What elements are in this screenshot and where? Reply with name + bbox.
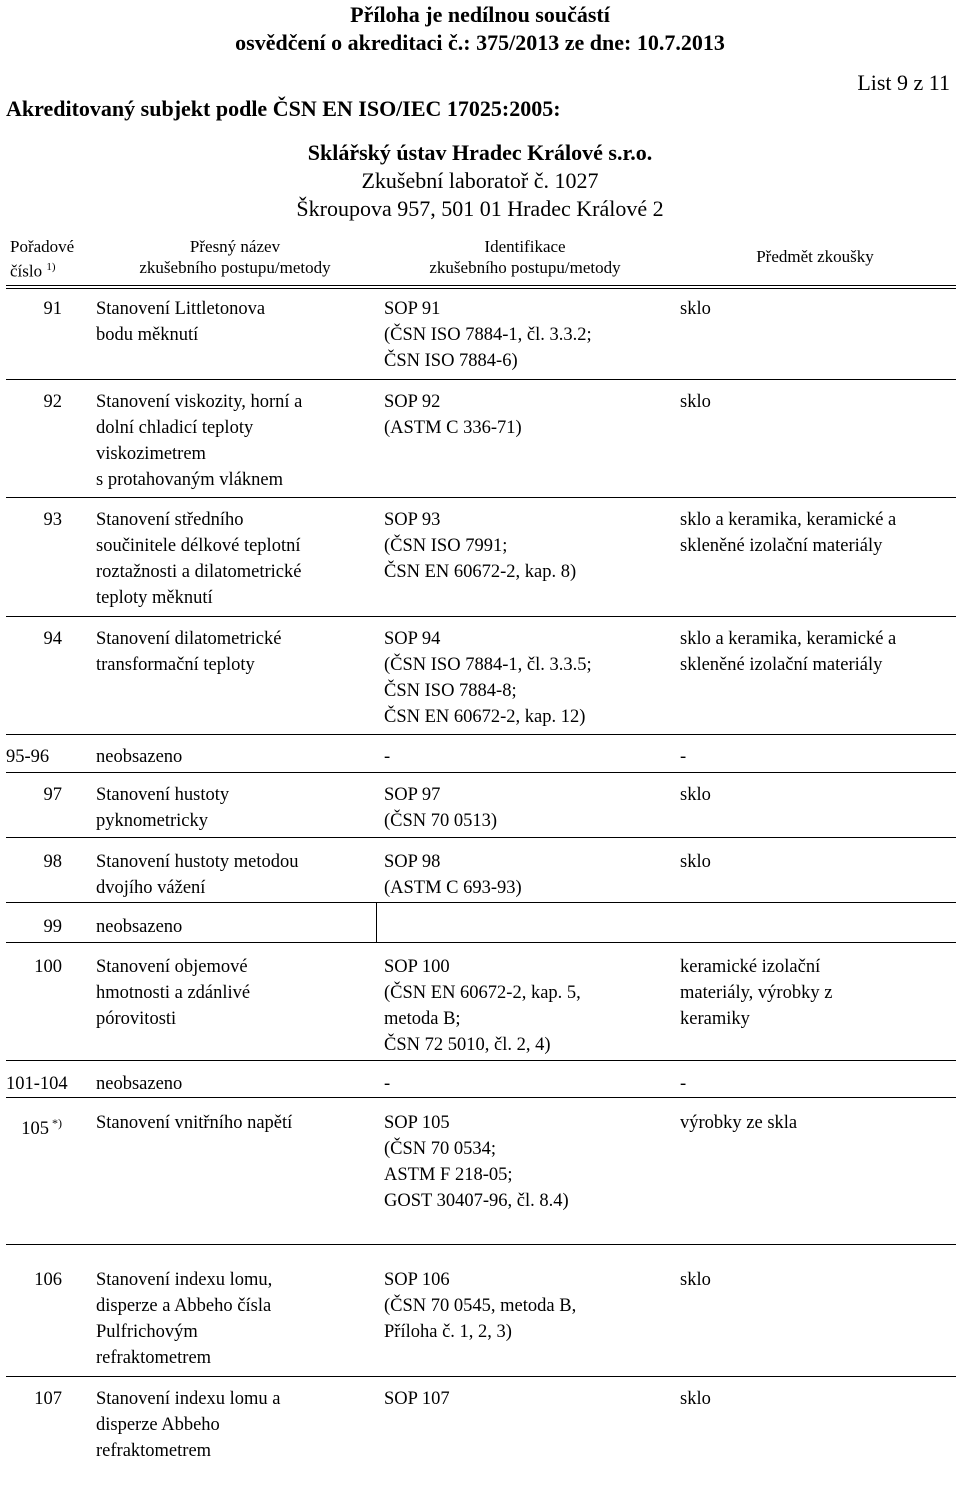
row-number [2, 1267, 62, 1293]
method-identification [384, 782, 674, 834]
method-name [96, 914, 376, 940]
test-subject [680, 1110, 955, 1136]
method-identification [384, 744, 674, 770]
method-name-line: roztažnosti a dilatometrické [96, 562, 302, 582]
method-identification [384, 1267, 674, 1345]
test-subject-line: materiály, výrobky z [680, 983, 833, 1003]
column-divider [376, 902, 377, 942]
method-name-line: disperze Abbeho [96, 1415, 220, 1435]
method-name [96, 1071, 376, 1097]
method-name [96, 389, 376, 493]
test-subject-line: - [680, 1074, 687, 1094]
row-number [2, 389, 62, 415]
method-name [96, 782, 376, 834]
method-name-line: neobsazeno [96, 747, 183, 767]
footnote-mark: 1) [46, 261, 56, 273]
method-identification-line: SOP 98 [384, 852, 441, 872]
test-subject [680, 954, 955, 1032]
method-name-line: refraktometrem [96, 1441, 212, 1461]
test-subject-line: sklo [680, 299, 711, 319]
row-number-text: 101-104 [6, 1074, 68, 1094]
method-name-line: teploty měknutí [96, 588, 213, 608]
column-header-identification-line1: Identifikace [484, 237, 566, 256]
row-number-text: 94 [43, 629, 62, 649]
method-name [96, 626, 376, 678]
method-identification [384, 1110, 674, 1214]
method-identification-line: metoda B; [384, 1009, 461, 1029]
test-subject [680, 296, 955, 322]
method-name-line: součinitele délkové teplotní [96, 536, 301, 556]
row-separator [6, 1376, 956, 1377]
column-header-name [100, 236, 370, 278]
method-name-line: Stanovení dilatometrické [96, 629, 282, 649]
method-identification-line: - [384, 1074, 391, 1094]
row-number [2, 914, 62, 940]
method-name-line: Pulfrichovým [96, 1322, 198, 1342]
method-name-line: pyknometricky [96, 811, 209, 831]
test-subject-line: sklo a keramika, keramické a [680, 629, 897, 649]
row-number-text: 91 [43, 299, 62, 319]
test-subject [680, 507, 955, 559]
row-separator [6, 772, 956, 773]
accreditation-reference: osvědčení o akreditaci č.: 375/2013 ze dne: 10.7.2013 [235, 30, 725, 55]
row-number [2, 782, 62, 808]
method-identification-line: - [384, 747, 391, 767]
method-name-line: pórovitosti [96, 1009, 177, 1029]
row-number [2, 849, 62, 875]
header-rule-double [6, 288, 956, 289]
row-number [2, 626, 62, 652]
row-number-text: 106 [34, 1270, 62, 1290]
row-number-text: 99 [43, 917, 62, 937]
row-number-text: 93 [43, 510, 62, 530]
row-number [2, 954, 62, 980]
row-separator [6, 942, 956, 943]
test-subject [680, 849, 955, 875]
method-name-line: s protahovaným vláknem [96, 470, 284, 490]
method-name-line: disperze a Abbeho čísla [96, 1296, 272, 1316]
method-identification-line: (ČSN EN 60672-2, kap. 5, [384, 983, 581, 1003]
row-number [2, 296, 62, 322]
test-subject [680, 1386, 955, 1412]
test-subject-line: sklo [680, 785, 711, 805]
test-subject-line: výrobky ze skla [680, 1113, 798, 1133]
method-name-line: Stanovení indexu lomu a [96, 1389, 281, 1409]
method-identification [384, 389, 674, 441]
column-header-name-line1: Přesný název [189, 237, 281, 256]
test-subject-line: sklo a keramika, keramické a [680, 510, 897, 530]
laboratory-name: Zkušební laboratoř č. 1027 [361, 168, 599, 193]
method-name-line: Stanovení středního [96, 510, 244, 530]
method-identification-line: SOP 94 [384, 629, 441, 649]
method-name-line: Stanovení hustoty metodou [96, 852, 299, 872]
test-subject [680, 389, 955, 415]
column-header-subject: Předmět zkoušky [756, 247, 874, 266]
method-identification-line: SOP 100 [384, 957, 450, 977]
method-identification-line: ČSN EN 60672-2, kap. 12) [384, 707, 586, 727]
row-number-text: 95-96 [6, 747, 50, 767]
row-number [2, 1110, 62, 1142]
method-name [96, 1110, 376, 1136]
method-name-line: Stanovení indexu lomu, [96, 1270, 273, 1290]
method-name-line: transformační teploty [96, 655, 255, 675]
test-subject [680, 782, 955, 808]
row-number [6, 744, 88, 770]
method-name-line: Stanovení vnitřního napětí [96, 1113, 293, 1133]
method-name [96, 849, 376, 901]
accredited-subject-label: Akreditovaný subjekt podle ČSN EN ISO/IEC 17025:2005: [6, 96, 561, 121]
method-identification-line: ČSN ISO 7884-6) [384, 351, 518, 371]
method-name [96, 954, 376, 1032]
row-number-text: 98 [43, 852, 62, 872]
method-identification-line: (ČSN ISO 7991; [384, 536, 508, 556]
method-identification-line: (ASTM C 336-71) [384, 418, 522, 438]
row-number-text: 100 [34, 957, 62, 977]
row-separator [6, 497, 956, 498]
row-number-text: 97 [43, 785, 62, 805]
test-subject-line: keramiky [680, 1009, 750, 1029]
row-separator [6, 616, 956, 617]
method-identification [384, 1071, 674, 1097]
method-identification [384, 1386, 674, 1412]
row-number-text: 107 [34, 1389, 62, 1409]
row-number [2, 1386, 62, 1412]
method-identification-line: ČSN EN 60672-2, kap. 8) [384, 562, 577, 582]
method-name-line: dvojího vážení [96, 878, 206, 898]
row-separator [6, 734, 956, 735]
method-name-line: hmotnosti a zdánlivé [96, 983, 251, 1003]
method-name [96, 1267, 376, 1371]
organization-name: Sklářský ústav Hradec Králové s.r.o. [307, 140, 653, 165]
test-subject-line: sklo [680, 392, 711, 412]
organization-address: Škroupova 957, 501 01 Hradec Králové 2 [296, 196, 664, 221]
row-number-footnote: *) [49, 1116, 62, 1130]
row-separator [6, 1097, 956, 1098]
row-number-text: 92 [43, 392, 62, 412]
test-subject [680, 626, 955, 678]
method-name-line: bodu měknutí [96, 325, 199, 345]
method-identification-line: (ČSN 70 0534; [384, 1139, 497, 1159]
method-identification-line: Příloha č. 1, 2, 3) [384, 1322, 512, 1342]
method-identification-line: SOP 93 [384, 510, 441, 530]
method-identification-line: SOP 107 [384, 1389, 450, 1409]
column-header-identification-line2: zkušebního postupu/metody [429, 258, 621, 277]
method-identification-line: SOP 97 [384, 785, 441, 805]
row-separator [6, 1060, 956, 1061]
method-identification-line: ČSN ISO 7884-8; [384, 681, 517, 701]
method-name-line: neobsazeno [96, 917, 183, 937]
header-rule [6, 285, 956, 286]
method-identification-line: (ČSN 70 0545, metoda B, [384, 1296, 577, 1316]
method-name-line: dolní chladicí teploty [96, 418, 254, 438]
method-identification-line: (ČSN ISO 7884-1, čl. 3.3.5; [384, 655, 592, 675]
method-identification-line: SOP 91 [384, 299, 441, 319]
method-name-line: Stanovení hustoty [96, 785, 230, 805]
test-subject-line: skleněné izolační materiály [680, 536, 883, 556]
column-header-number-line1: Pořadové [10, 237, 75, 256]
row-separator [6, 837, 956, 838]
test-subject-line: - [680, 747, 687, 767]
test-subject-line: sklo [680, 1389, 711, 1409]
method-name [96, 507, 376, 611]
method-identification [384, 626, 674, 730]
column-header-identification [380, 236, 670, 278]
method-identification-line: ČSN 72 5010, čl. 2, 4) [384, 1035, 551, 1055]
method-name-line: Stanovení objemové [96, 957, 248, 977]
method-name-line: refraktometrem [96, 1348, 212, 1368]
method-identification-line: (ASTM C 693-93) [384, 878, 522, 898]
method-identification-line: (ČSN 70 0513) [384, 811, 498, 831]
test-subject-line: sklo [680, 1270, 711, 1290]
test-subject [680, 744, 955, 770]
column-header-number-line2: číslo [10, 261, 43, 281]
method-identification-line: SOP 106 [384, 1270, 450, 1290]
column-header-name-line2: zkušebního postupu/metody [139, 258, 331, 277]
row-number-text: 105 [21, 1119, 49, 1140]
method-identification [384, 507, 674, 585]
method-identification-line: SOP 92 [384, 392, 441, 412]
method-identification [384, 849, 674, 901]
row-number [2, 507, 62, 533]
method-name-line: Stanovení viskozity, horní a [96, 392, 303, 412]
method-identification-line: SOP 105 [384, 1113, 450, 1133]
row-separator [6, 902, 956, 903]
test-subject-line: keramické izolační [680, 957, 821, 977]
method-name [96, 744, 376, 770]
method-name [96, 1386, 376, 1464]
method-identification-line: GOST 30407-96, čl. 8.4) [384, 1191, 569, 1211]
method-name-line: viskozimetrem [96, 444, 206, 464]
method-name-line: neobsazeno [96, 1074, 183, 1094]
page-counter: List 9 z 11 [857, 70, 950, 95]
test-subject-line: sklo [680, 852, 711, 872]
method-identification [384, 296, 674, 374]
row-number [6, 1071, 88, 1097]
method-name-line: Stanovení Littletonova [96, 299, 266, 319]
test-subject [680, 1071, 955, 1097]
annex-note: Příloha je nedílnou součástí [350, 2, 610, 27]
method-identification [384, 954, 674, 1058]
method-identification-line: (ČSN ISO 7884-1, čl. 3.3.2; [384, 325, 592, 345]
method-name [96, 296, 376, 348]
row-separator [6, 1244, 956, 1245]
test-subject-line: skleněné izolační materiály [680, 655, 883, 675]
method-identification-line: ASTM F 218-05; [384, 1165, 513, 1185]
row-separator [6, 379, 956, 380]
test-subject [680, 1267, 955, 1293]
column-header-number [10, 236, 85, 282]
